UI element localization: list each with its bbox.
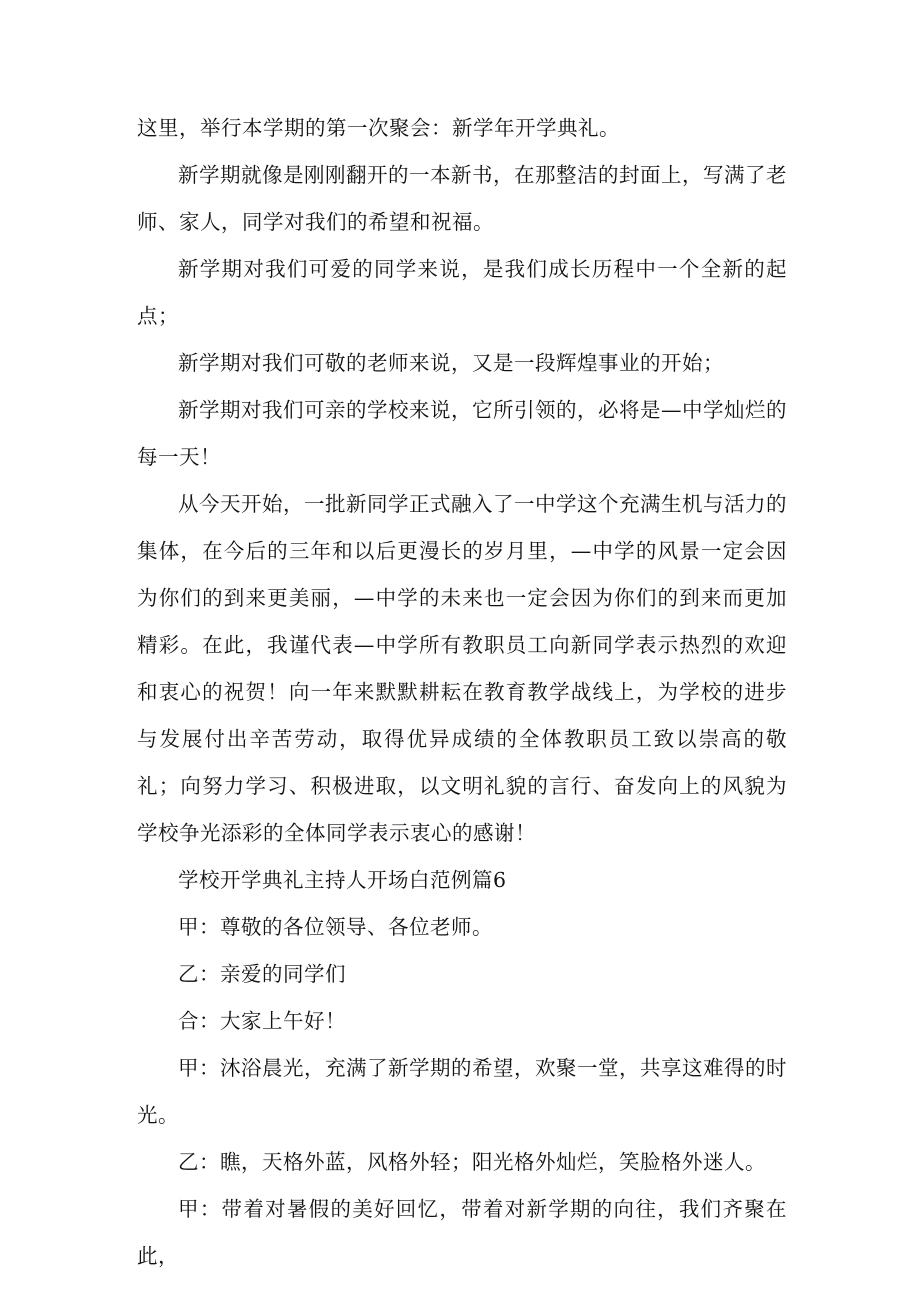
paragraph-4: 新学期对我们可敬的老师来说，又是一段辉煌事业的开始； — [178, 351, 724, 375]
paragraph-1: 这里，举行本学期的第一次聚会：新学年开学典礼。 — [137, 116, 620, 140]
paragraph-6: 从今天开始，一批新同学正式融入了一中学这个充满生机与活力的集体，在今后的三年和以后更漫长的岁月里，—中学的风景一定会因为你们的到来更美丽，—中学的未来也一定会因为你们的到来而更加精彩。在此，我谨代表—中学所有教职员工向新同学表示热烈的欢迎和衷心的祝贺！向一年来默默耕耘在教育教学战线上，为学校的进步与发展付出辛苦劳动，取得优异成绩的全体教职员工致以崇高的敬礼；向努力学习、积极进取，以文明礼貌的言行、奋发向上的风貌为学校争光添彩的全体同学表示衷心的感谢！ — [137, 492, 787, 845]
paragraph-3: 新学期对我们可爱的同学来说，是我们成长历程中一个全新的起点； — [137, 257, 787, 328]
dialogue-line-3: 合：大家上午好！ — [178, 1009, 346, 1033]
paragraph-2: 新学期就像是刚刚翻开的一本新书，在那整洁的封面上，写满了老师、家人，同学对我们的希望和祝福。 — [137, 163, 787, 234]
section-heading: 学校开学典礼主持人开场白范例篇6 — [178, 868, 507, 892]
dialogue-line-2: 乙：亲爱的同学们 — [178, 962, 346, 986]
document-body — [137, 105, 787, 1280]
dialogue-line-4: 甲：沐浴晨光，充满了新学期的希望，欢聚一堂，共享这难得的时光。 — [137, 1056, 787, 1127]
paragraph-5: 新学期对我们可亲的学校来说，它所引领的，必将是—中学灿烂的每一天！ — [137, 398, 787, 469]
dialogue-line-5: 乙：瞧，天格外蓝，风格外轻；阳光格外灿烂，笑脸格外迷人。 — [178, 1150, 766, 1174]
dialogue-line-6: 甲：带着对暑假的美好回忆，带着对新学期的向往，我们齐聚在此， — [137, 1197, 787, 1268]
dialogue-line-1: 甲：尊敬的各位领导、各位老师。 — [178, 915, 493, 939]
